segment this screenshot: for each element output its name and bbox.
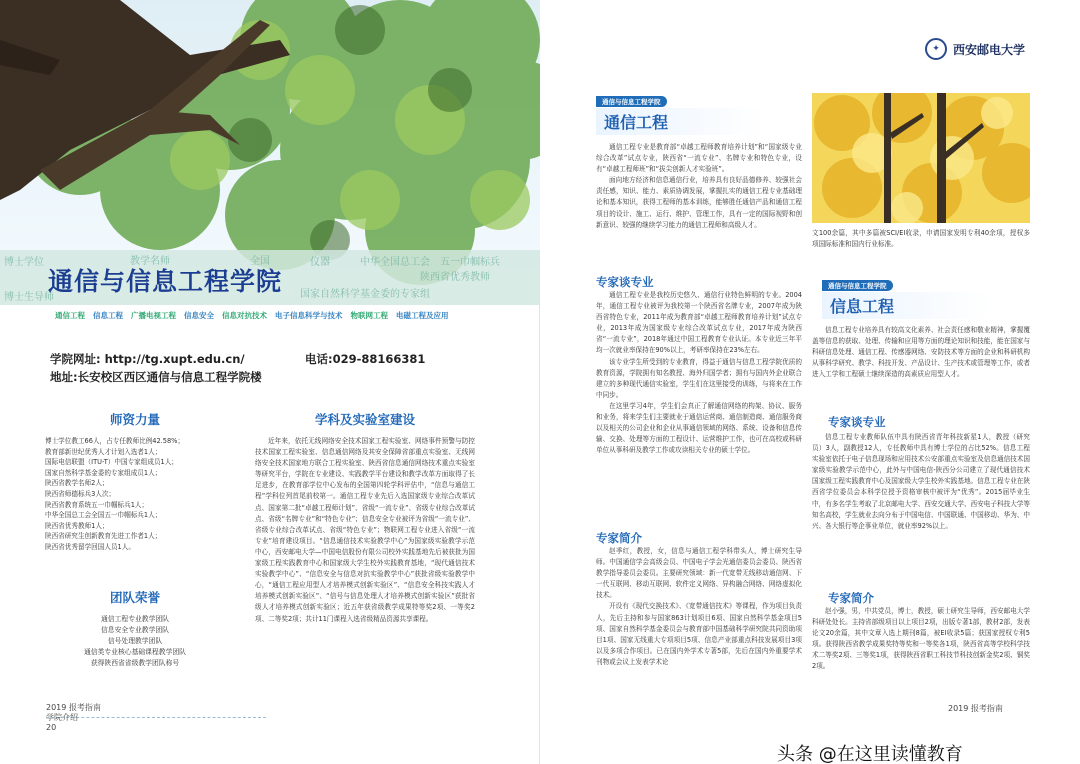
right-footer: 2019 报考指南 — [948, 704, 1003, 713]
list-item: 博士学位教工66人，占专任教师比例42.58%； — [45, 437, 185, 445]
ghost-text: 仪器 — [310, 257, 330, 268]
expert-paragraph: 在这里学习4年，学生们会真正了解通信网络的构架、协议、服务和业务，将来学生们主要就业于通信运营商、通信制造商、通信服务商以及相关的公司企业和企业从事通信领域的网络、系统、设备和信息传输、交换、处理等方面的工程设计、运营维护工作，也可在高校或科研单位从事科研及教学工作或攻读相关专业的硕士学位。 — [596, 401, 802, 455]
college-title: 通信与信息工程学院 — [48, 267, 283, 296]
footer-section: 学院介绍 — [46, 713, 78, 722]
ghost-text: 博士生导师 — [4, 292, 54, 303]
address: 地址:长安校区西区通信与信息工程学院楼 — [50, 370, 262, 384]
nav-item[interactable]: 电子信息科学与技术 — [275, 311, 343, 320]
faculty-section — [45, 410, 225, 553]
faculty-list — [45, 436, 225, 553]
ghost-text: 中华全国总工会 — [360, 257, 430, 268]
major1-intro — [596, 142, 802, 231]
watermark: 头条 @在这里读懂教育 — [777, 744, 963, 764]
honor-list — [45, 614, 225, 669]
ghost-text: 陕西省优秀教师 — [420, 272, 490, 283]
list-item: 国际电信联盟（ITU-T）中国专家组成员1人； — [45, 458, 178, 467]
list-item: 获得陕西省省级教学团队称号 — [90, 659, 180, 667]
profile-paragraph: 赵小强，男，中共党员，博士，教授，硕士研究生导师，西安邮电大学科研处处长。主持省部级项目以上项目2项，出版专著1部，教材2部，发表论文20余篇，其中文章入选上期刊8篇，被EI收录5篇；获国家授权专利5项。获得陕西省教学成果奖特等奖和一等奖各1项，陕西省高等学校科学技术二等奖2项、三等奖1项，获得陕西省职工科技节科技创新金奖2项、铜奖2项。 — [812, 607, 1030, 671]
list-item: 信号处理教学团队 — [107, 637, 163, 645]
nav-item[interactable]: 信息安全 — [184, 311, 214, 320]
major1-expert-title: 专家谈专业 — [596, 275, 654, 289]
list-item: 通信工程专业教学团队 — [101, 615, 169, 623]
list-item: 中华全国总工会全国五一巾帼标兵1人； — [45, 511, 162, 520]
major2-expert — [812, 432, 1030, 532]
nav-item[interactable]: 物联网工程 — [350, 311, 388, 320]
expert-paragraph: 通信工程专业是我校历史悠久、通信行业特色鲜明的专业。2004年，通信工程专业被评为我校第一个陕西省名牌专业，2007年成为陕西省特色专业，2011年成为教育部“卓越工程师教育培养计划”试点专业，2013年成为国家级专业综合改革试点专业，2017年成为陕西省“一流专业”，2018年通过中国工程教育专业认证。本专业近三年平均一次就业率保持在90%以上，考研率保持在23%左右。 — [596, 291, 802, 355]
ghost-text: 博士学位 — [4, 257, 44, 268]
nav-item[interactable]: 广播电视工程 — [131, 311, 176, 320]
footer-guide: 2019 报考指南 — [46, 703, 101, 712]
major1-title: 通信工程 — [596, 108, 766, 135]
page-number: 20 — [46, 723, 57, 732]
intro-paragraph: 通信工程专业是教育部“卓越工程师教育培养计划”和“国家级专业综合改革”试点专业，陕西省“一流专业”、名牌专业和特色专业，设有“卓越工程师班”和“拔尖创新人才实验班”。 — [596, 143, 802, 174]
major2-tag: 通信与信息工程学院 — [822, 280, 893, 291]
ginkgo-tree-photo — [812, 93, 1030, 223]
list-item: 信息安全专业教学团队 — [101, 626, 169, 634]
major1-side-text: 文100余篇，其中多篇被SCI/EI收录，申请国家发明专利40余项，授权多项国际标准和国内行业标准。 — [812, 229, 1030, 249]
major1-profile — [596, 546, 802, 668]
major2-profile — [812, 606, 1030, 673]
nav-item[interactable]: 信息工程 — [93, 311, 123, 320]
page-footer — [46, 703, 101, 733]
nav-item[interactable]: 电磁工程及应用 — [396, 311, 449, 320]
honor-title: 团队荣誉 — [109, 590, 160, 605]
major2-profile-title: 专家简介 — [828, 591, 874, 605]
expert-paragraph: 信息工程专业教师队伍中具有陕西省青年科技新星1人，教授（研究员）3人，副教授12人，专任教师中具有博士学位的占比52%。信息工程实验室依托于电子信息现场和应用技术公安部重点实验室及信息通信技术国家级实验教学示范中心，此外与中国电信-陕西分公司建立了现代通信技术国家级工程实践教育中心及国家级大学生校外实践基地。信息工程专业在陕西省学位委员会本科学位授予资格审核中被评为“优秀”。2015届毕业生中，有多名学生考取了北京邮电大学、西安交通大学、西安电子科技大学等知名高校，学生就业去向分布于中国电信、中国联通、中国移动、华为、中兴、各大银行等企事业单位，就业率92%以上。 — [812, 433, 1030, 530]
discipline-section — [255, 410, 475, 625]
nav-item[interactable]: 信息对抗技术 — [222, 311, 267, 320]
major1-profile-title: 专家简介 — [596, 531, 642, 545]
list-item: 陕西省教育系统五一巾帼标兵1人； — [45, 500, 149, 509]
ghost-text: 教学名师 — [130, 256, 170, 267]
intro-paragraph: 面向地方经济和信息通信行业，培养具有良好品德修养、较强社会责任感，知识、能力、素质协调发展，掌握扎实的通信工程专业基础理论和基本知识，获得工程师的基本训练，能够胜任通信产品和通信工程项目的设计、施工、运行、维护、管理工作，具有一定的国际视野和创新意识、较强的继续学习能力的通信工程师和高级人才。 — [596, 176, 802, 229]
major1-tag: 通信与信息工程学院 — [596, 96, 667, 107]
ginkgo-image — [812, 93, 1030, 223]
ghost-text: 全国 — [250, 256, 270, 267]
major2-title: 信息工程 — [822, 292, 992, 319]
profile-paragraph: 赵季红，教授，女，信息与通信工程学科带头人，博士研究生导师。中国通信学会高级会员、中国电子学会光通信委员会委员、陕西省教学指导委员会委员。主要研究领域：新一代宽带无线移动通信网、下一代互联网、移动互联网、软件定义网络、异构融合网络、网络虚拟化技术。 — [596, 547, 802, 600]
intro-paragraph: 信息工程专业培养具有较高文化素养、社会责任感和敬业精神，掌握覆盖等信息的获取、处理、传输和应用等方面的理论知识和技能，能在国家与科研信息处理、通信工程、传感器网络、安防技术等方面的企业和科研机构从事科学研究、教学、科技开发、产品设计、生产技术或管理等工作，或者进入工学和工程硕士继续深造的高素质应用型人才。 — [812, 326, 1030, 379]
discipline-title: 学科及实验室建设 — [314, 412, 415, 427]
website-link[interactable]: 学院网址: http://tg.xupt.edu.cn/ — [50, 352, 245, 366]
major1-expert — [596, 290, 802, 456]
faculty-title: 师资力量 — [109, 412, 160, 427]
list-item: 教育部新世纪优秀人才计划入选者1人； — [45, 447, 162, 456]
ghost-text: 五一巾帼标兵 — [440, 257, 500, 268]
emblem-icon: ✦ — [925, 38, 947, 60]
honor-section — [45, 588, 225, 669]
phone-number: 电话:029-88166381 — [305, 352, 426, 366]
major2-intro — [812, 325, 1030, 380]
ghost-text: 国家自然科学基金委的专家组 — [300, 289, 430, 300]
list-item: 陕西省研究生创新教育先进工作者1人； — [45, 532, 162, 541]
nav-item[interactable]: 通信工程 — [55, 311, 85, 320]
list-item: 通信类专业核心基础课程教学团队 — [84, 648, 186, 656]
major-nav — [55, 310, 449, 321]
list-item: 陕西省优秀教师1人； — [45, 521, 109, 530]
university-logo — [925, 38, 1025, 60]
profile-paragraph: 开设有《现代交换技术》、《宽带通信技术》等课程，作为项目负责人，先后主持和参与国家863计划项目6项、国家自然科学基金项目5项、国家自然科学基金委员会与教育部中国基础科学研究院共同资助项目1项、国家无线重大专项项目5项、信息产业部重点科技发展项目3项以及多项合作项目。已在国内外学术专著5部，先后在国内外重要学术刊物或会议上发表学术论 — [596, 602, 802, 666]
university-name: 西安邮电大学 — [953, 42, 1026, 57]
list-item: 国家自然科学基金委的专家组成员1人； — [45, 468, 162, 477]
major2-expert-title: 专家谈专业 — [828, 415, 886, 429]
list-item: 陕西省教学名师2人； — [45, 479, 109, 488]
expert-paragraph: 该专业学生所受到的专业教育，得益于通信与信息工程学院优质的教育资源，学院拥有知名教授、海外归国学者；拥有与国内外企业联合建立的多种现代通信实验室，学生们在这里接受的训练，与将来在工作中同步。 — [596, 357, 802, 399]
list-item: 陕西省师德标兵3人次； — [45, 489, 116, 498]
discipline-paragraph: 近年来，依托无线网络安全技术国家工程实验室、网络事件预警与防控技术国家工程实验室、信息通信网络及其安全保障省部重点实验室、无线网络安全技术国家地方联合工程实验室、陕西省信息通信网络技术重点实验室等研究平台，学院在专业建设、实践教学平台建设和教学改革方面取得了长足进步，在教育部学位中心发布的全国第四轮学科评估中，“信息与通信工程”学科位列首尾前校第一。通信工程专业先后入选国家级专业综合改革试点、国家第二批“卓越工程师计划”、省级“一流专业”、省级专业综合改革试点、省级“名牌专业”和“特色专业”；信息安全专业被评为省级“一流专业”、省级专业综合改革试点、省级“特色专业”；物联网工程专业进入省级“一流专业”培育建设项目。“信息通信技术实验教学中心”为国家级实验教学示范中心，西安邮电大学—中国电信股份有限公司校外实践基地先后被获批为国家级工程实践教育中心和国家级大学生校外实践教育基地，“现代通信技术实验教学中心”、“信息安全与信息对抗实验教学中心”获批省级实验教学中心，“通信工程应用型人才培养模式创新实验区”、“信息安全科技实践人才培养模式创新实验区”、“信号与信息处理人才培养模式创新实验区”获批省级人才培养模式创新实验区；近五年获省级教学成果特等奖2项、一等奖2项、二等奖2项；共计11门课程入选省级精品资源共享课程。 — [255, 437, 475, 623]
list-item: 陕西省优秀留学回国人员1人。 — [45, 542, 135, 551]
